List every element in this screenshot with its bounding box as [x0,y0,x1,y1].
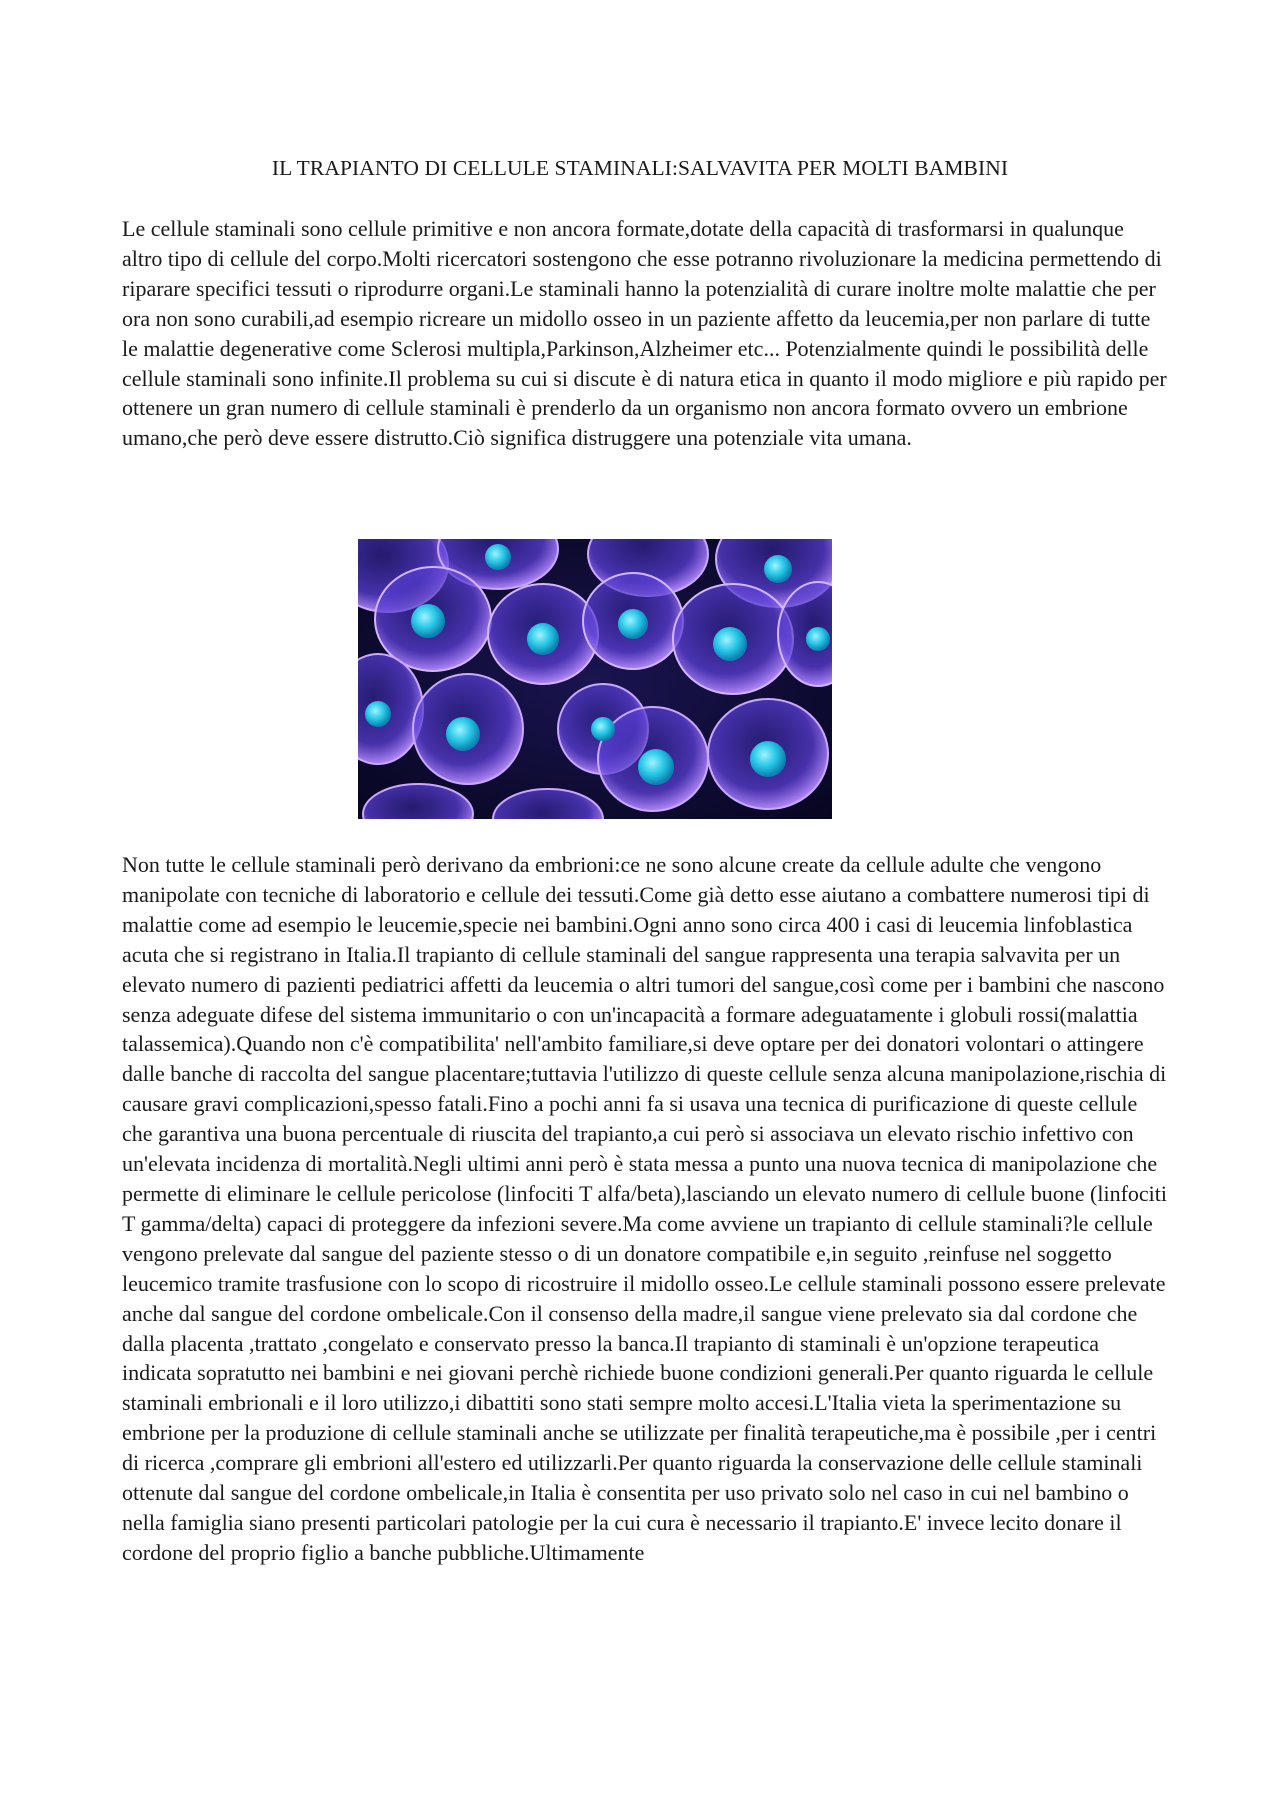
stem-cells-image [358,539,832,819]
document-title: IL TRAPIANTO DI CELLULE STAMINALI:SALVAVITA PER MOLTI BAMBINI [271,156,1009,180]
paragraph-intro: Le cellule staminali sono cellule primitive e non ancora formate,dotate della capacità di trasformarsi in qualunque altro tipo di cellule del corpo.Molti ricercatori sostengono che esse potranno rivoluzionare la medicina permettendo di riparare specifici tessuti o riprodurre organi.Le staminali hanno la potenzialità di curare inoltre molte malattie che per ora non sono curabili,ad esempio ricreare un midollo osseo in un paziente affetto da leucemia,per non parlare di tutte le malattie degenerative come Sclerosi multipla,Parkinson,Alzheimer etc... Potenzialmente quindi le possibilità delle cellule staminali sono infinite.Il problema su cui si discute è di natura etica in quanto il modo migliore e più rapido per ottenere un gran numero di cellule staminali è prenderlo da un organismo non ancora formato ovvero un embrione umano,che però deve essere distrutto.Ciò significa distruggere una potenziale vita umana. [122,216,1167,451]
paragraph-body: Non tutte le cellule staminali però derivano da embrioni:ce ne sono alcune create da cellule adulte che vengono manipolate con tecniche di laboratorio e cellule dei tessuti.Come già detto esse aiutano a combattere numerosi tipi di malattie come ad esempio le leucemie,specie nei bambini.Ogni anno sono circa 400 i casi di leucemia linfoblastica acuta che si registrano in Italia.Il trapianto di cellule staminali del sangue rappresenta una terapia salvavita per un elevato numero di pazienti pediatrici affetti da leucemia o altri tumori del sangue,così come per i bambini che nascono senza adeguate difese del sistema immunitario o con un'incapacità a formare adeguatamente i globuli rossi(malattia talassemica).Quando non c'è compatibilita' nell'ambito familiare,si deve optare per dei donatori volontari o attingere dalle banche di raccolta del sangue placentare;tuttavia l'utilizzo di queste cellule senza alcuna manipolazione,rischia di causare gravi complicazioni,spesso fatali.Fino a pochi anni fa si usava una tecnica di purificazione di queste cellule che garantiva una buona percentuale di riuscita del trapianto,a cui però si associava un elevato rischio infettivo con un'elevata incidenza di mortalità.Negli ultimi anni però è stata messa a punto una nuova tecnica di manipolazione che permette di eliminare le cellule pericolose (linfociti T alfa/beta),lasciando un elevato numero di cellule buone (linfociti T gamma/delta) capaci di proteggere da infezioni severe.Ma come avviene un trapianto di cellule staminali?le cellule vengono prelevate dal sangue del paziente stesso o di un donatore compatibile e,in seguito ,reinfuse nel soggetto leucemico tramite trasfusione con lo scopo di ricostruire il midollo osseo.Le cellule staminali possono essere prelevate anche dal sangue del cordone ombelicale.Con il consenso della madre,il sangue viene prelevato sia dal cordone che dalla placenta ,trattato ,congelato e conservato presso la banca.Il trapianto di staminali è un'opzione terapeutica indicata sopratutto nei bambini e nei giovani perchè richiede buone condizioni generali.Per quanto riguarda le cellule staminali embrionali e il loro utilizzo,i dibattiti sono stati sempre molto accesi.L'Italia vieta la sperimentazione su embrione per la produzione di cellule staminali anche se utilizzate per finalità terapeutiche,ma è possibile ,per i centri di ricerca ,comprare gli embrioni all'estero ed utilizzarli.Per quanto riguarda la conservazione delle cellule staminali ottenute dal sangue del cordone ombelicale,in Italia è consentita per uso privato solo nel caso in cui nel bambino o nella famiglia siano presenti particolari patologie per la cui cura è necessario il trapianto.E' invece lecito donare il cordone del proprio figlio a banche pubbliche.Ultimamente [122,852,1168,1565]
